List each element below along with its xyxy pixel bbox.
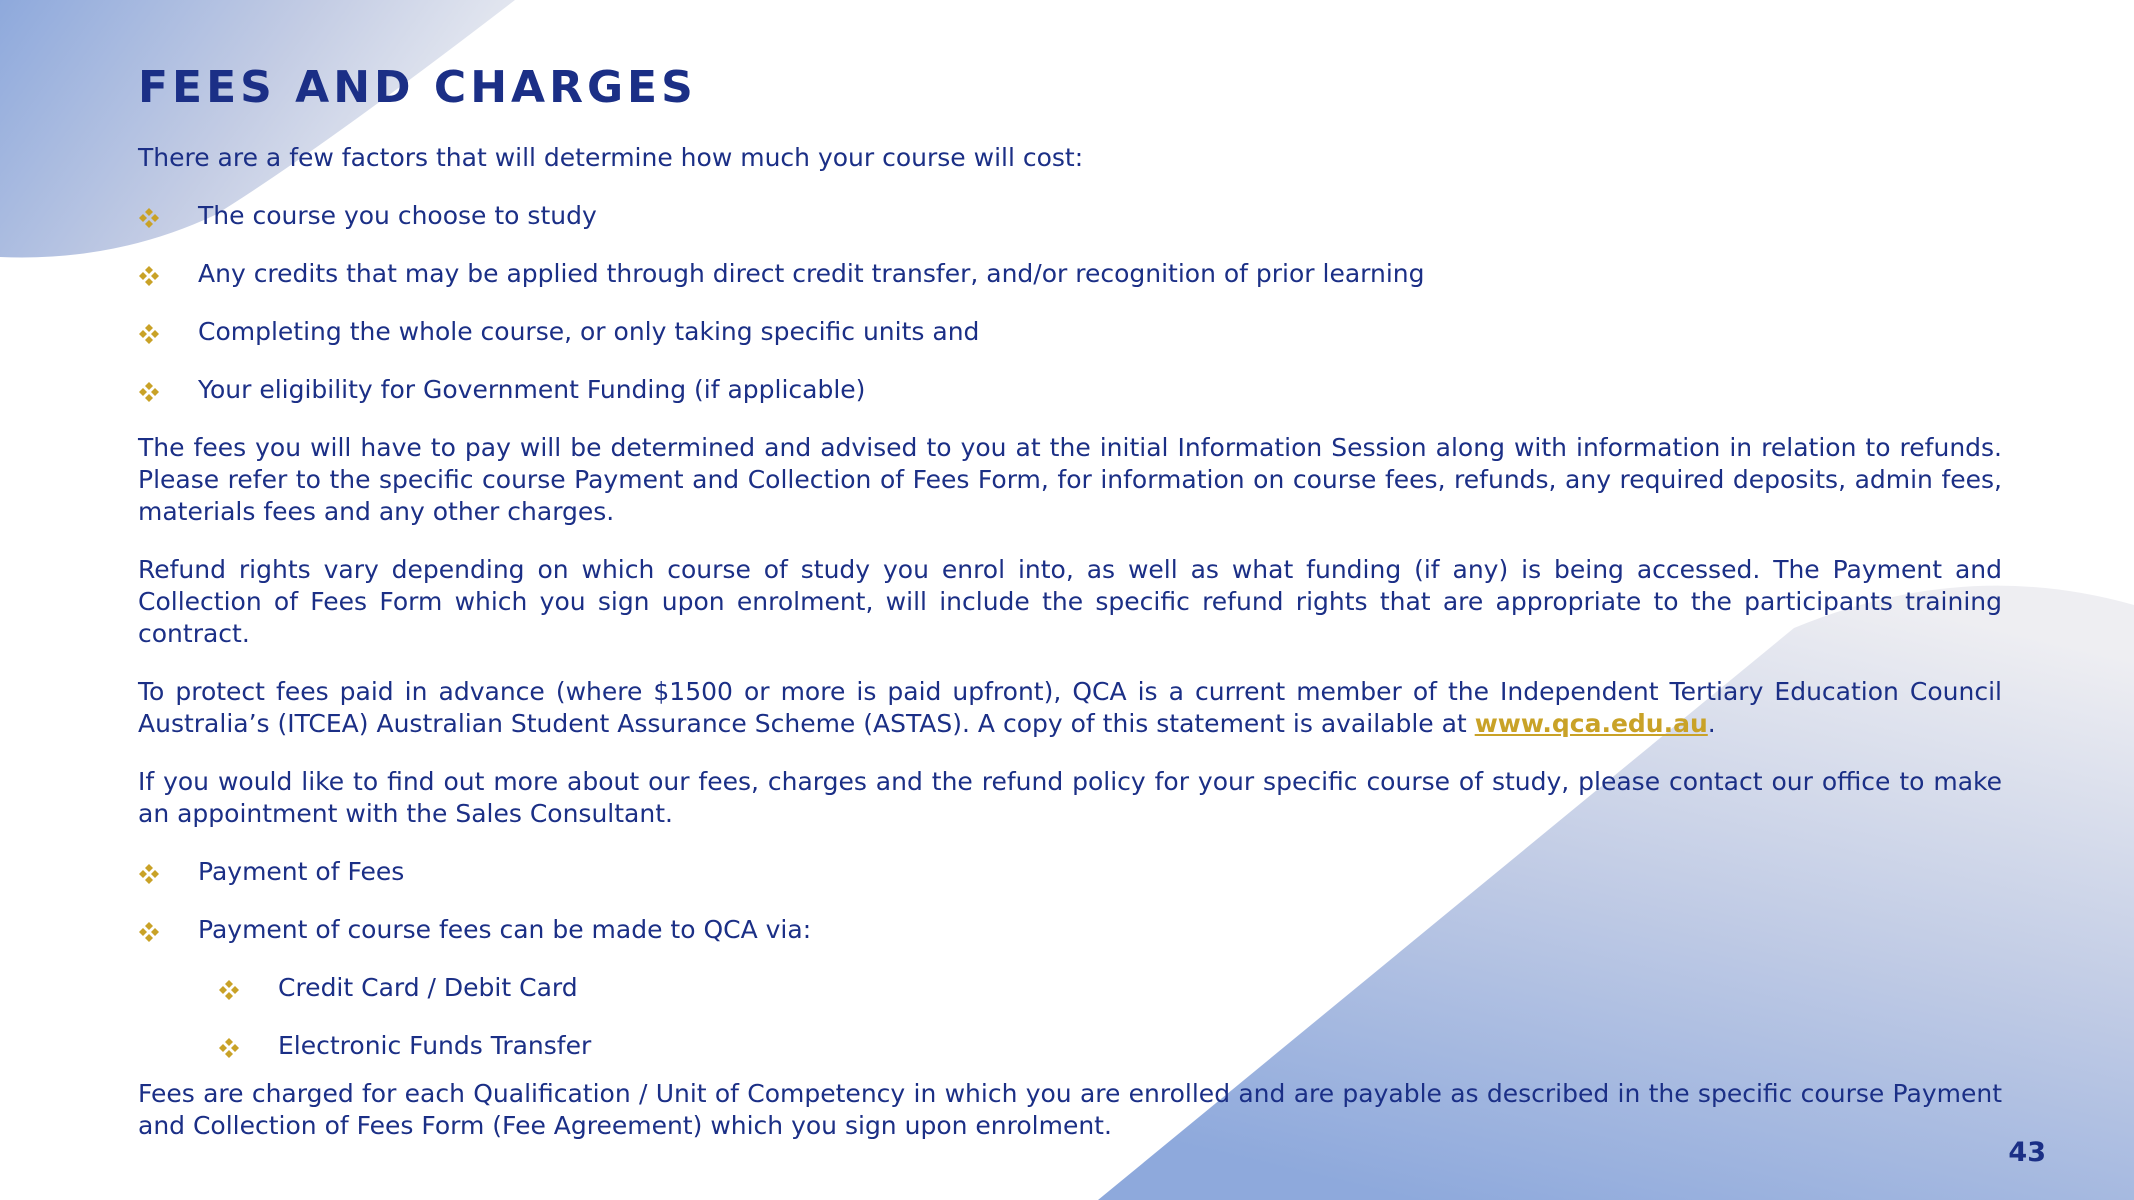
- factor-text: Completing the whole course, or only taking specific units and: [198, 317, 980, 346]
- payment-method-item: [218, 972, 2002, 1004]
- factor-item: [138, 200, 2002, 232]
- payment-heading-text: Payment of Fees: [198, 857, 405, 886]
- four-diamond-bullet-icon: [218, 979, 240, 1001]
- payment-method-item: [218, 1030, 2002, 1062]
- page-number: 43: [2008, 1137, 2046, 1168]
- payment-heading-item: [138, 856, 2002, 888]
- protection-paragraph: [138, 676, 2002, 740]
- document-body: [138, 60, 2002, 1142]
- factor-item: [138, 374, 2002, 406]
- four-diamond-bullet-icon: [138, 381, 160, 403]
- four-diamond-bullet-icon: [138, 921, 160, 943]
- factor-text: Any credits that may be applied through direct credit transfer, and/or recognition of prior learning: [198, 259, 1425, 288]
- four-diamond-bullet-icon: [138, 265, 160, 287]
- four-diamond-bullet-icon: [218, 1037, 240, 1059]
- four-diamond-bullet-icon: [138, 323, 160, 345]
- payment-method-text: Credit Card / Debit Card: [278, 973, 578, 1002]
- four-diamond-bullet-icon: [138, 863, 160, 885]
- factor-text: Your eligibility for Government Funding (if applicable): [198, 375, 866, 404]
- link-suffix: .: [1707, 709, 1716, 738]
- factor-item: [138, 316, 2002, 348]
- fees-paragraph: The fees you will have to pay will be determined and advised to you at the initial Information Session along with information in relation to refunds. Please refer to the specific course Payment and Collection of Fees Form, for information on course fees, refunds, any required deposits, admin fees, materials fees and any other charges.: [138, 433, 2002, 526]
- charged-paragraph: Fees are charged for each Qualification / Unit of Competency in which you are enrolled and are payable as described in the specific course Payment and Collection of Fees Form (Fee Agreement) which you sign upon enrolment.: [138, 1079, 2002, 1140]
- website-link[interactable]: www.qca.edu.au: [1474, 709, 1708, 738]
- payment-intro-item: [138, 914, 2002, 946]
- intro-text: There are a few factors that will determine how much your course will cost:: [138, 143, 1084, 172]
- payment-method-text: Electronic Funds Transfer: [278, 1031, 592, 1060]
- payment-intro-text: Payment of course fees can be made to QCA via:: [198, 915, 812, 944]
- factor-text: The course you choose to study: [198, 201, 597, 230]
- contact-paragraph: If you would like to find out more about our fees, charges and the refund policy for your specific course of study, please contact our office to make an appointment with the Sales Consultant.: [138, 767, 2002, 828]
- page-title: FEES AND CHARGES: [138, 62, 697, 113]
- protection-text: To protect fees paid in advance (where $1500 or more is paid upfront), QCA is a current member of the Independent Tertiary Education Council Australia’s (ITCEA) Australian Student Assurance Scheme (ASTAS). A copy of this statement is available at: [138, 677, 2002, 738]
- factor-item: [138, 258, 2002, 290]
- refund-paragraph: Refund rights vary depending on which course of study you enrol into, as well as what funding (if any) is being accessed. The Payment and Collection of Fees Form which you sign upon enrolment, will include the specific refund rights that are appropriate to the participants training contract.: [138, 555, 2002, 648]
- four-diamond-bullet-icon: [138, 207, 160, 229]
